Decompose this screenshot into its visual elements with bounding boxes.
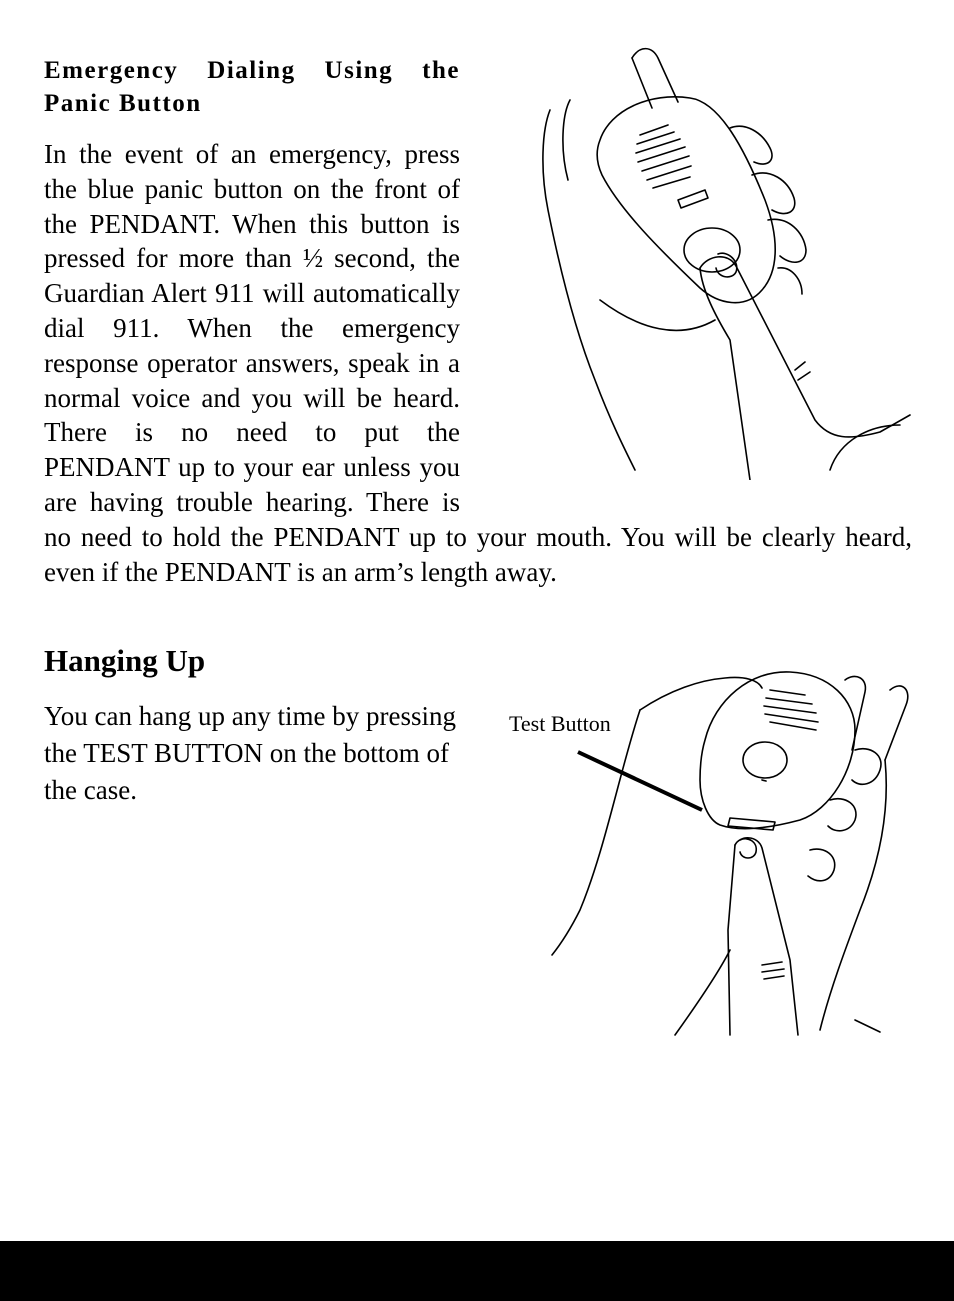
speaker-grille (764, 690, 818, 730)
section-heading-hanging-up: Hanging Up (44, 643, 206, 678)
panic-button-illustration (540, 40, 915, 480)
speaker-grille (636, 125, 691, 188)
callout-line (578, 752, 702, 810)
footer-bar (0, 1241, 954, 1301)
test-button-illustration (500, 650, 920, 1040)
section-body-hanging-up: You can hang up any time by pressing the TEST BUTTON on the bottom of the case. (44, 701, 456, 805)
panic-button-icon (684, 228, 740, 272)
test-button-callout-label: Test Button (509, 711, 611, 736)
emergency-dialing-text: In the event of an emergency, press the blue panic button on the front of the PENDANT. When this button is pressed for more than ½ second, the Guardian Alert 911 will automatically dial 911. When the emergency response operator answers, speak in a normal voice and you will be heard. There is no need to put the PENDANT up to your ear unless you are having trouble hearing. There is no need to hold the PENDANT up to your mouth. You will be clearly heard, even if the PENDANT is an arm’s length away. (44, 139, 912, 587)
section-heading-emergency-dialing: Emergency Dialing Using the Panic Button (44, 57, 460, 117)
